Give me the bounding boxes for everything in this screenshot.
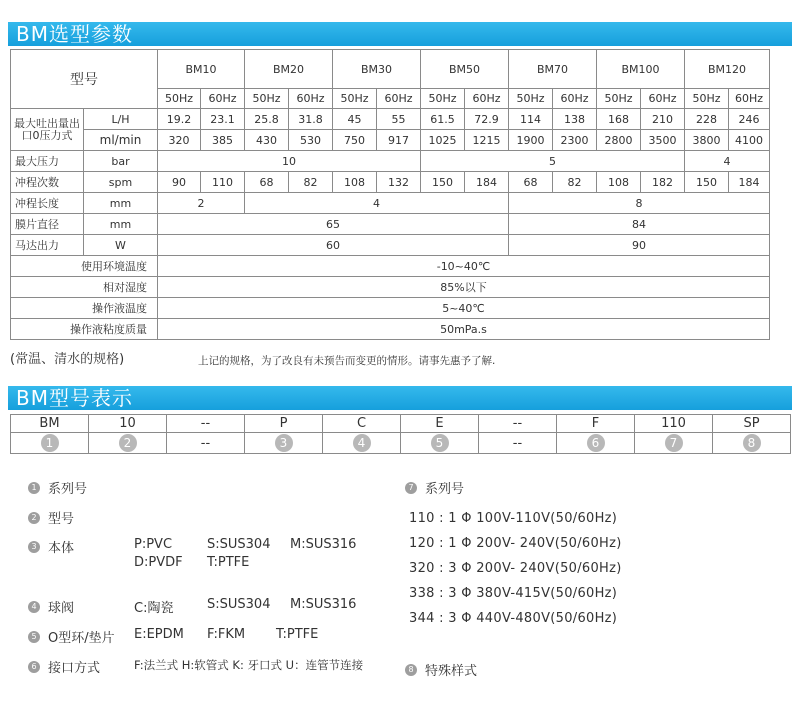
hz-cell: 60Hz xyxy=(465,89,509,109)
cell: 110 xyxy=(201,172,245,193)
env-temp-row xyxy=(11,256,770,277)
cell: 10 xyxy=(158,151,421,172)
cell: 5 xyxy=(421,151,685,172)
cell: 85%以下 xyxy=(158,277,770,298)
legend-label: 特殊样式 xyxy=(425,664,478,679)
legend-item xyxy=(28,478,87,497)
note-conditions: (常温、清水的规格) xyxy=(10,352,125,367)
hz-cell: 60Hz xyxy=(553,89,597,109)
code-part: -- xyxy=(167,415,245,433)
cell: 1900 xyxy=(509,130,553,151)
cell: 184 xyxy=(729,172,770,193)
number-badge-icon: 1 xyxy=(28,482,40,494)
length-row xyxy=(11,193,770,214)
number-badge-icon: 7 xyxy=(405,482,417,494)
ball-option: M:SUS316 xyxy=(290,597,357,612)
hz-cell: 50Hz xyxy=(685,89,729,109)
note-disclaimer: 上记的规格，为了改良有未预告而变更的情形。请事先惠予了解. xyxy=(198,355,496,367)
legend-label: 型号 xyxy=(48,512,75,527)
cell: 68 xyxy=(509,172,553,193)
legend-label: 本体 xyxy=(48,541,75,556)
code-nums-row xyxy=(11,433,791,454)
cell: 82 xyxy=(553,172,597,193)
model-header: BM100 xyxy=(597,50,685,89)
model-row xyxy=(11,50,770,89)
cell: 84 xyxy=(509,214,770,235)
code-num-cell xyxy=(557,433,635,454)
cell: 210 xyxy=(641,109,685,130)
cell: 45 xyxy=(333,109,377,130)
voltage-option: 110 : 1 Φ 100V-110V(50/60Hz) xyxy=(409,511,618,526)
cell: 1025 xyxy=(421,130,465,151)
liquid-temp-row xyxy=(11,298,770,319)
hz-cell: 50Hz xyxy=(333,89,377,109)
flow-label: 最大吐出量出口0压力式 xyxy=(11,109,84,151)
viscosity-row xyxy=(11,319,770,340)
number-badge-icon: 4 xyxy=(28,601,40,613)
cell: 55 xyxy=(377,109,421,130)
diaphragm-row xyxy=(11,214,770,235)
cell: 8 xyxy=(509,193,770,214)
cell: 72.9 xyxy=(465,109,509,130)
cell: 68 xyxy=(245,172,289,193)
cell: 50mPa.s xyxy=(158,319,770,340)
section-title: BM选型参数 xyxy=(16,22,133,46)
code-part: C xyxy=(323,415,401,433)
hz-cell: 60Hz xyxy=(289,89,333,109)
code-num-cell: -- xyxy=(479,433,557,454)
voltage-option: 320 : 3 Φ 200V- 240V(50/60Hz) xyxy=(409,561,622,576)
hz-cell: 50Hz xyxy=(421,89,465,109)
cell: 90 xyxy=(509,235,770,256)
pressure-row xyxy=(11,151,770,172)
legend-item xyxy=(405,660,477,679)
ball-option: C:陶瓷 xyxy=(134,601,174,616)
hz-cell: 50Hz xyxy=(245,89,289,109)
cell: 82 xyxy=(289,172,333,193)
stroke-label: 冲程次数 xyxy=(11,172,84,193)
connection-options: F:法兰式 H:软管式 K: 牙口式 U：连管节连接 xyxy=(134,658,364,672)
number-badge-icon: 4 xyxy=(353,434,371,452)
cell: 5~40℃ xyxy=(158,298,770,319)
hz-cell: 50Hz xyxy=(158,89,201,109)
number-badge-icon: 2 xyxy=(28,512,40,524)
cell: 182 xyxy=(641,172,685,193)
cell: 385 xyxy=(201,130,245,151)
model-header: BM10 xyxy=(158,50,245,89)
cell: 65 xyxy=(158,214,509,235)
cell: 246 xyxy=(729,109,770,130)
cell: 3500 xyxy=(641,130,685,151)
cell: 168 xyxy=(597,109,641,130)
cell: 4 xyxy=(685,151,770,172)
code-part: P xyxy=(245,415,323,433)
cell: 430 xyxy=(245,130,289,151)
number-badge-icon: 1 xyxy=(41,434,59,452)
humidity-label: 相对湿度 xyxy=(11,277,158,298)
cell: 108 xyxy=(333,172,377,193)
model-header: BM20 xyxy=(245,50,333,89)
number-badge-icon: 2 xyxy=(119,434,137,452)
cell: 530 xyxy=(289,130,333,151)
flow-ml-row xyxy=(11,130,770,151)
section-header-spec xyxy=(8,22,792,46)
hz-cell: 60Hz xyxy=(729,89,770,109)
cell: 228 xyxy=(685,109,729,130)
cell: 19.2 xyxy=(158,109,201,130)
cell: 2800 xyxy=(597,130,641,151)
flow-unit: ml/min xyxy=(84,130,158,151)
code-part: SP xyxy=(713,415,791,433)
model-header: BM120 xyxy=(685,50,770,89)
code-num-cell xyxy=(713,433,791,454)
viscosity-label: 操作液粘度质量 xyxy=(11,319,158,340)
legend-item xyxy=(28,537,74,556)
body-option: S:SUS304 xyxy=(207,537,271,552)
number-badge-icon: 8 xyxy=(743,434,761,452)
code-parts-row xyxy=(11,415,791,433)
number-badge-icon: 6 xyxy=(587,434,605,452)
cell: 150 xyxy=(685,172,729,193)
cell: -10~40℃ xyxy=(158,256,770,277)
body-option: D:PVDF xyxy=(134,555,183,570)
hz-cell: 50Hz xyxy=(509,89,553,109)
cell: 3800 xyxy=(685,130,729,151)
motor-unit: W xyxy=(84,235,158,256)
flow-unit: L/H xyxy=(84,109,158,130)
model-header: BM70 xyxy=(509,50,597,89)
model-label: 型号 xyxy=(11,50,158,109)
model-header: BM30 xyxy=(333,50,421,89)
voltage-option: 338 : 3 Φ 380V-415V(50/60Hz) xyxy=(409,586,618,601)
cell: 184 xyxy=(465,172,509,193)
cell: 61.5 xyxy=(421,109,465,130)
stroke-unit: spm xyxy=(84,172,158,193)
legend-item xyxy=(405,478,464,497)
code-part: 10 xyxy=(89,415,167,433)
code-num-cell xyxy=(89,433,167,454)
legend-label: 系列号 xyxy=(48,482,88,497)
cell: 108 xyxy=(597,172,641,193)
number-badge-icon: 7 xyxy=(665,434,683,452)
oring-option: T:PTFE xyxy=(276,627,319,642)
voltage-option: 120 : 1 Φ 200V- 240V(50/60Hz) xyxy=(409,536,622,551)
code-part: -- xyxy=(479,415,557,433)
number-badge-icon: 8 xyxy=(405,664,417,676)
number-badge-icon: 3 xyxy=(275,434,293,452)
length-unit: mm xyxy=(84,193,158,214)
cell: 320 xyxy=(158,130,201,151)
flow-lh-row xyxy=(11,109,770,130)
code-num-cell xyxy=(245,433,323,454)
model-header: BM50 xyxy=(421,50,509,89)
legend-label: 接口方式 xyxy=(48,661,101,676)
cell: 132 xyxy=(377,172,421,193)
body-option: P:PVC xyxy=(134,537,173,552)
cell: 25.8 xyxy=(245,109,289,130)
diaphragm-unit: mm xyxy=(84,214,158,235)
length-label: 冲程长度 xyxy=(11,193,84,214)
cell: 138 xyxy=(553,109,597,130)
code-part: BM xyxy=(11,415,89,433)
cell: 2 xyxy=(158,193,245,214)
code-num-cell xyxy=(11,433,89,454)
spec-table xyxy=(10,49,770,340)
legend-label: O型环/垫片 xyxy=(48,631,115,646)
number-badge-icon: 3 xyxy=(28,541,40,553)
legend-label: 球阀 xyxy=(48,601,75,616)
cell: 23.1 xyxy=(201,109,245,130)
code-num-cell: -- xyxy=(167,433,245,454)
stroke-row xyxy=(11,172,770,193)
code-part: F xyxy=(557,415,635,433)
cell: 2300 xyxy=(553,130,597,151)
motor-row xyxy=(11,235,770,256)
legend-item xyxy=(28,657,100,676)
code-part: 110 xyxy=(635,415,713,433)
cell: 150 xyxy=(421,172,465,193)
voltage-option: 344 : 3 Φ 440V-480V(50/60Hz) xyxy=(409,611,618,626)
model-code-table xyxy=(10,414,791,454)
body-option: T:PTFE xyxy=(207,555,250,570)
cell: 90 xyxy=(158,172,201,193)
hz-cell: 60Hz xyxy=(201,89,245,109)
legend-item xyxy=(28,597,74,616)
env-temp-label: 使用环境温度 xyxy=(11,256,158,277)
cell: 31.8 xyxy=(289,109,333,130)
cell: 114 xyxy=(509,109,553,130)
number-badge-icon: 6 xyxy=(28,661,40,673)
cell: 60 xyxy=(158,235,509,256)
legend-item xyxy=(28,508,74,527)
cell: 1215 xyxy=(465,130,509,151)
code-num-cell xyxy=(401,433,479,454)
cell: 4 xyxy=(245,193,509,214)
oring-option: E:EPDM xyxy=(134,627,184,642)
liquid-temp-label: 操作液温度 xyxy=(11,298,158,319)
section-header-code xyxy=(8,386,792,410)
cell: 4100 xyxy=(729,130,770,151)
pressure-unit: bar xyxy=(84,151,158,172)
cell: 750 xyxy=(333,130,377,151)
hz-cell: 60Hz xyxy=(641,89,685,109)
body-option: M:SUS316 xyxy=(290,537,357,552)
humidity-row xyxy=(11,277,770,298)
number-badge-icon: 5 xyxy=(431,434,449,452)
hz-cell: 60Hz xyxy=(377,89,421,109)
code-part: E xyxy=(401,415,479,433)
code-num-cell xyxy=(323,433,401,454)
pressure-label: 最大压力 xyxy=(11,151,84,172)
number-badge-icon: 5 xyxy=(28,631,40,643)
diaphragm-label: 膜片直径 xyxy=(11,214,84,235)
hz-cell: 50Hz xyxy=(597,89,641,109)
oring-option: F:FKM xyxy=(207,627,246,642)
motor-label: 马达出力 xyxy=(11,235,84,256)
section-title: BM型号表示 xyxy=(16,386,133,410)
code-num-cell xyxy=(635,433,713,454)
ball-option: S:SUS304 xyxy=(207,597,271,612)
legend-item xyxy=(28,627,115,646)
legend-label: 系列号 xyxy=(425,482,465,497)
cell: 917 xyxy=(377,130,421,151)
